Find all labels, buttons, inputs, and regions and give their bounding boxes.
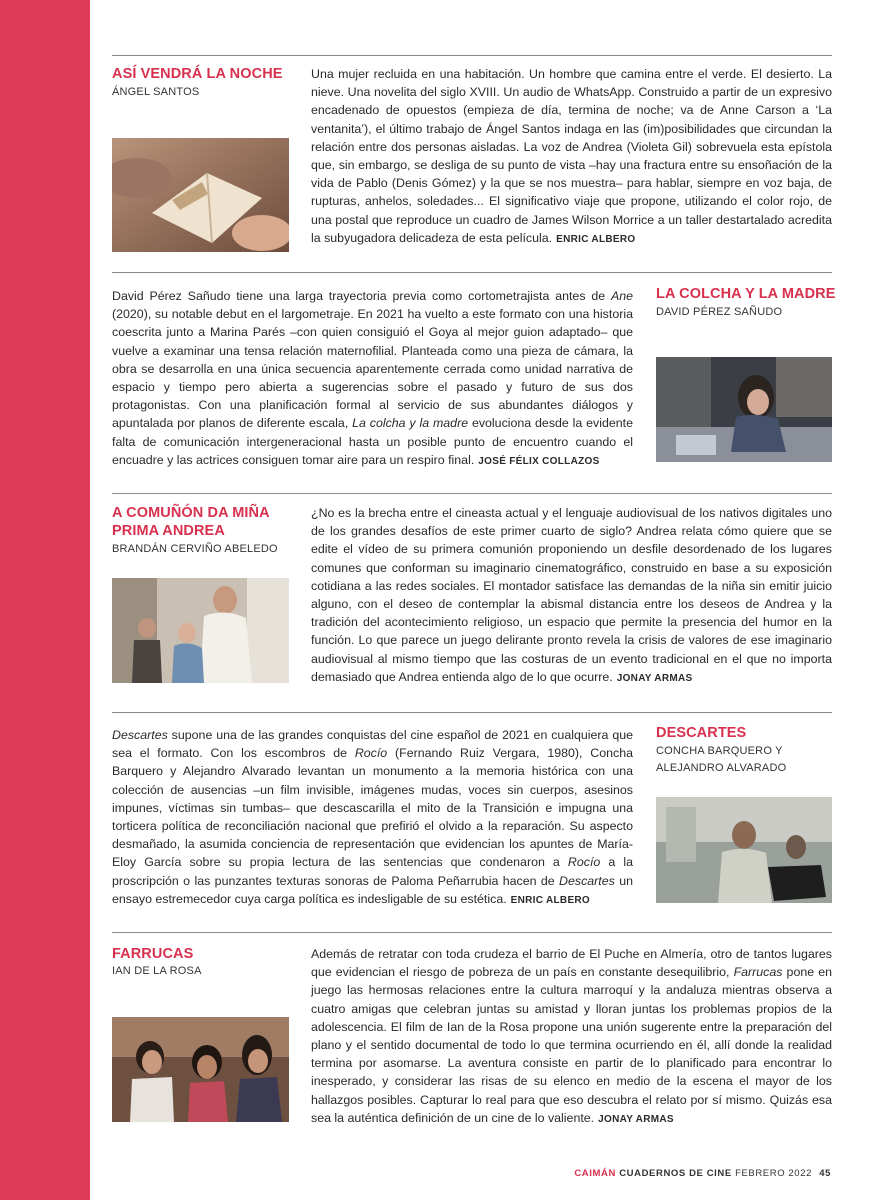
film-reference: La colcha y la madre xyxy=(352,416,469,431)
film-director: IAN DE LA ROSA xyxy=(112,965,202,977)
film-reference: Ane xyxy=(610,289,633,303)
film-still-bedroom xyxy=(656,357,832,462)
film-director: ÁNGEL SANTOS xyxy=(112,86,200,98)
review-body: pone en juego las hermosas relaciones entre la cultura marroquí y la andaluza mientras observa a cuatro amigas que celebran juntas su amistad y lloran juntas los problemas propios de la adolescencia. El film de Ian de la Rosa propone una unión sugerente entre la preparación del plano y el sentido documental de todo lo que termina ocurriendo en él, allí donde la realidad termina por asomarse. La aventura consiste en partir de lo planificado para encontrar lo inesperado, y considerar las risas de su elenco en medio de la escena el mayor de los hallazgos posibles. Capturar lo real para que eso descubra el relato por sí mismo. Quizás esa sea la auténtica definición de un cine de lo valiente. xyxy=(311,965,832,1125)
section-divider xyxy=(112,493,832,494)
page-number: 45 xyxy=(819,1168,831,1179)
film-title: FARRUCAS xyxy=(112,946,194,962)
film-title: DESCARTES xyxy=(656,725,747,741)
film-reference: Descartes xyxy=(112,728,168,742)
review-body: (2020), su notable debut en el largometraje. En 2021 ha vuelto a este formato con una historia coescrita junto a Marina Parés –con quien consiguió el Goya al mejor guion adaptado– que vuelve a examinar una tensa relación maternofilial. Planteada como una pieza de cámara, la obra se desarrolla en una única secuencia aparentemente cerrada como unidad narrativa de espacio y tiempo pero abierta a sugerencias sobre el pasado y futuro de sus dos protagonistas. Con una planificación formal al servicio de sus abundantes diálogos y apuntalada por planos de diferente escala, xyxy=(112,307,633,431)
review-author: JONAY ARMAS xyxy=(616,672,693,684)
magazine-brand: CAIMÁN xyxy=(574,1168,616,1179)
review-text xyxy=(311,504,832,688)
review-text xyxy=(112,726,633,910)
review-body: (Fernando Ruiz Vergara, 1980), Concha Barquero y Alejandro Alvarado levantan un monumento a la memoria histórica con una colección de ausencias –un film invisible, imágenes mudas, voces sin cuerpos, asesinos impunes, víctimas sin tumbas– que descascarilla el mito de la Transición e impugna una torticera política de reconciliación nacional que prefirió el olvido a la reparación. Su aspecto desmañado, la asumida conciencia de representación que evidencian los apuntes de María-Eloy García sobre su propia lectura de las sentencias que condenaron a xyxy=(112,746,633,870)
section-divider xyxy=(112,55,832,56)
review-author: JOSÉ FÉLIX COLLAZOS xyxy=(478,455,600,467)
review-body: Además de retratar con toda crudeza el barrio de El Puche en Almería, otro de tantos lugares que evidencian el riesgo de pobreza de un país en constante desequilibrio, xyxy=(311,947,832,980)
magazine-subtitle: CUADERNOS DE CINE xyxy=(619,1168,732,1179)
review-body: evoluciona desde la evidente falta de comunicación intergeneracional hasta un posible punto de encuentro cuando el encuadre y las actrices consiguen tomar aire para un respiro final. xyxy=(112,416,633,467)
section-divider xyxy=(112,932,832,933)
review-body: un ensayo estremecedor cuya carga política es indesligable de su estética. xyxy=(112,873,633,906)
review-author: ENRIC ALBERO xyxy=(556,233,636,245)
review-body: supone una de las grandes conquistas del cine español de 2021 en cualquiera que sea el formato. Con los escombros de xyxy=(112,728,633,761)
film-reference: Rocío xyxy=(354,746,388,761)
film-director: CONCHA BARQUERO Y ALEJANDRO ALVARADO xyxy=(656,745,787,774)
issue-date: FEBRERO 2022 xyxy=(735,1168,812,1179)
review-body: a la proscripción o las punzantes texturas sonoras de Paloma Peñarrubia hacen de xyxy=(112,855,634,888)
film-still-friends xyxy=(112,1017,289,1122)
film-title: LA COLCHA Y LA MADRE xyxy=(656,286,836,302)
section-divider xyxy=(112,272,832,273)
film-reference: Rocío xyxy=(567,855,601,870)
review-text xyxy=(112,287,633,471)
review-author: JONAY ARMAS xyxy=(598,1113,674,1125)
review-body: Una mujer recluida en una habitación. Un hombre que camina entre el verde. El desierto. La nieve. Una novelita del siglo XVIII. Un audio de WhatsApp. Construido a partir de un expresivo encadenado de opuestos (empieza de día, termina de noche; va de Anne Carson a ‘La ventanita’), el último trabajo de Ángel Santos indaga en las (im)posibilidades que circundan la relación entre dos personas aisladas. La voz de Andrea (Violeta Gil) sobrevuela esta epístola que, sin embargo, se desliga de su punto de vista –hay una fractura entre su ensoñación de la vida de Pablo (Denis Gómez) y la que se nos muestra– para hablar, siempre en voz baja, de rupturas, anhelos, soledades... El significativo viaje que propone, utilizando el color rojo, de una postal que reproduce un cuadro de James Wilson Morrice a un taller destartalado acredita la subyugadora delicadeza de esta película. xyxy=(311,67,832,245)
film-still-communion xyxy=(112,578,289,683)
film-still-archive xyxy=(656,797,832,903)
film-reference: Descartes xyxy=(559,873,615,888)
film-still-book xyxy=(112,138,289,252)
review-text xyxy=(311,65,832,249)
section-divider xyxy=(112,712,832,713)
review-author: ENRIC ALBERO xyxy=(510,894,591,906)
film-title: A COMUÑÓN DA MIÑA PRIMA ANDREA xyxy=(112,505,270,539)
film-director: DAVID PÉREZ SAÑUDO xyxy=(656,306,783,318)
review-body: ¿No es la brecha entre el cineasta actual y el lenguaje audiovisual de los nativos digitales uno de los grandes desafíos de este primer cuarto de siglo? Andrea relata cómo quiere que se edite el vídeo de su primera comunión proponiendo un desfile desordenado de los lugares comunes que conforman su imaginario cinematográfico, construido en base a su exposición cotidiana a las redes sociales. El montador satisface las demandas de la niña sin emitir juicio alguno, con el deseo de contemplar la abismal distancia entre los deseos de Andrea y la tradición del acontecimiento religioso, un espacio que permite la presencia del humor en la función. Lo que parece un juego delirante pronto revela la crisis de valores de ese imaginario audiovisual al mismo tiempo que las costuras de un evento tradicional en el que no importa demasiado que Andrea entienda algo de lo que ocurre. xyxy=(311,506,832,684)
page-footer xyxy=(574,1168,831,1179)
film-title: ASÍ VENDRÁ LA NOCHE xyxy=(112,66,283,82)
review-body: David Pérez Sañudo tiene una larga trayectoria previa como cortometrajista antes de xyxy=(112,289,611,303)
review-text xyxy=(311,945,832,1129)
film-reference: Farrucas xyxy=(733,965,783,980)
film-director: BRANDÁN CERVIÑO ABELEDO xyxy=(112,543,278,555)
sidebar-color-band xyxy=(0,0,90,1200)
